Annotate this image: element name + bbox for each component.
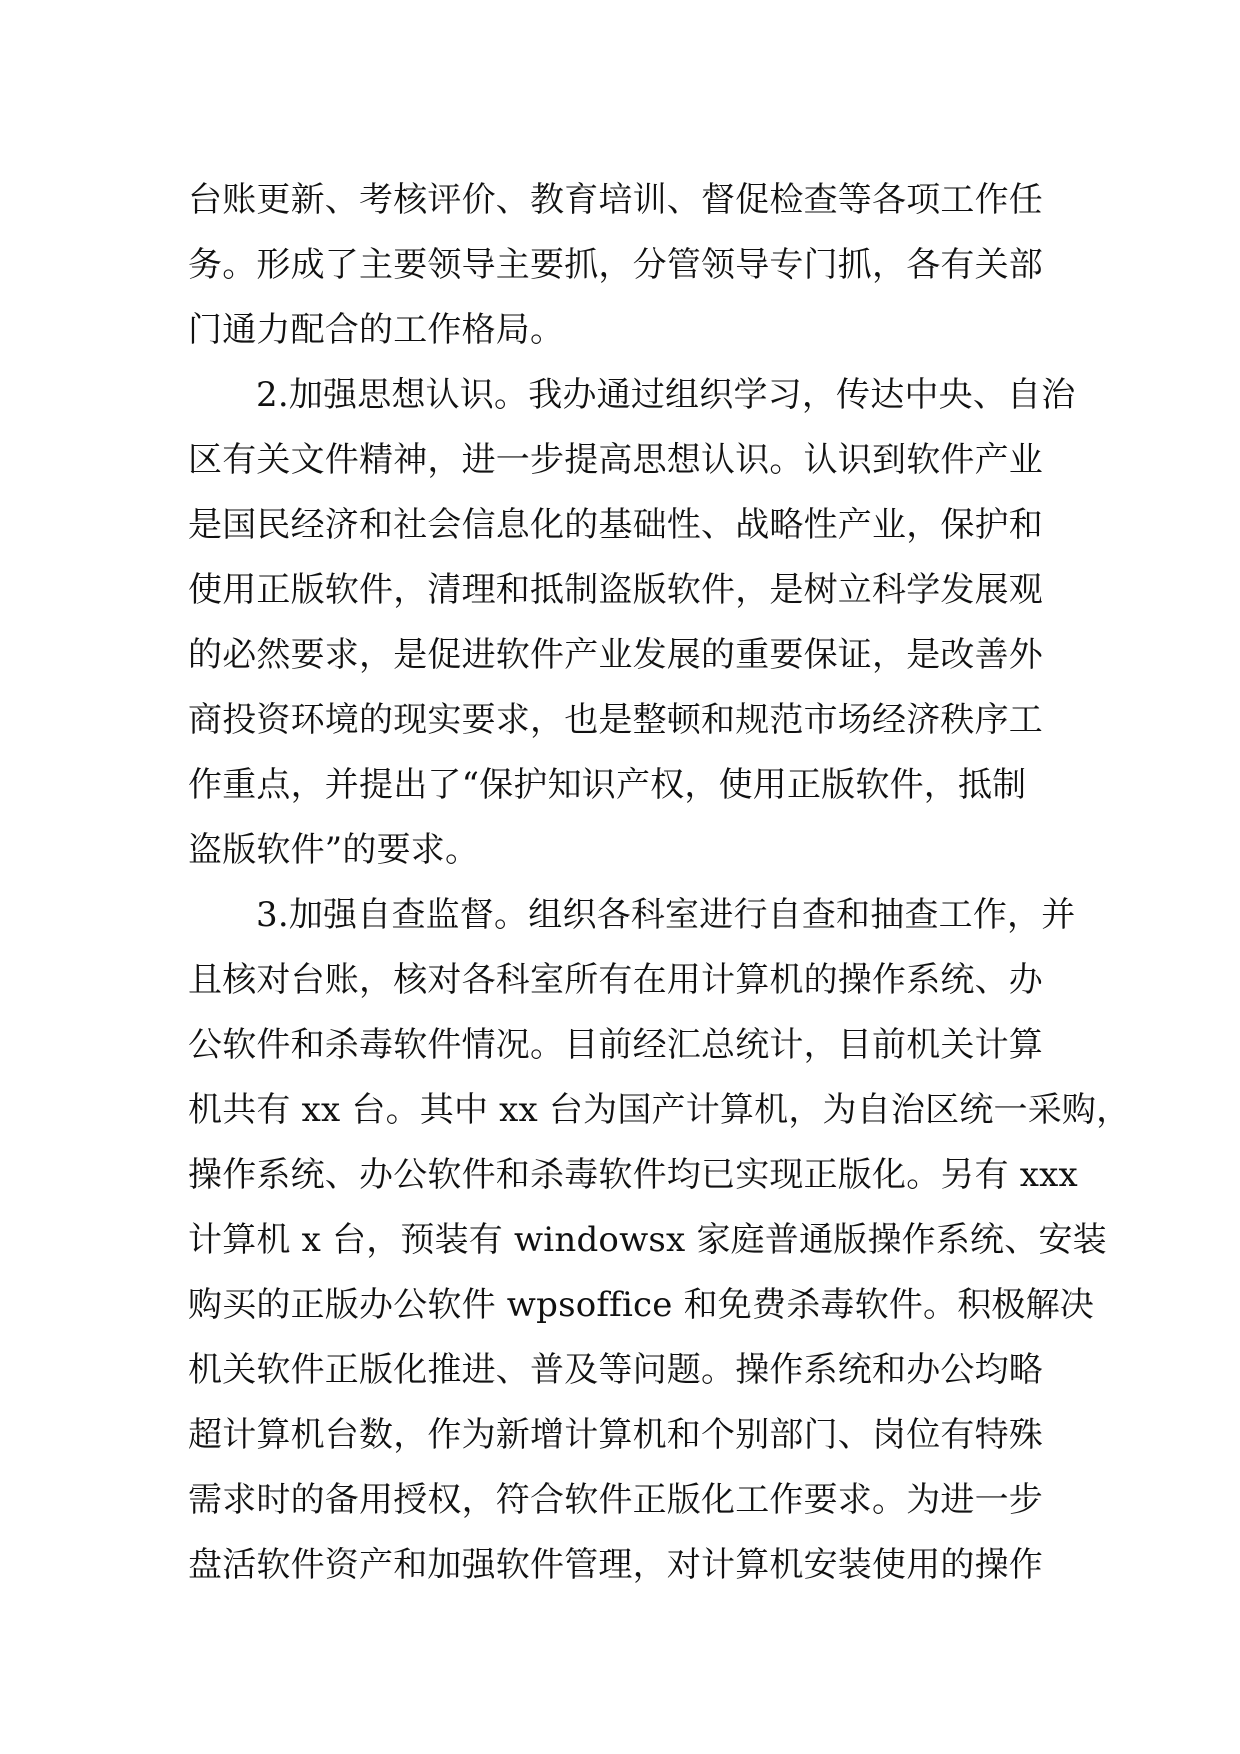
text-line: 操作系统、办公软件和杀毒软件均已实现正版化。另有 xxx [188, 1155, 1078, 1195]
text-line: 机关软件正版化推进、普及等问题。操作系统和办公均略 [188, 1350, 1043, 1390]
text-line: 是国民经济和社会信息化的基础性、战略性产业，保护和 [188, 505, 1043, 545]
text-line: 的必然要求，是促进软件产业发展的重要保证，是改善外 [188, 635, 1043, 675]
text-line: 公软件和杀毒软件情况。目前经汇总统计，目前机关计算 [188, 1025, 1043, 1065]
text-line: 购买的正版办公软件 wpsoffice 和免费杀毒软件。积极解决 [188, 1285, 1095, 1325]
text-line: 区有关文件精神，进一步提高思想认识。认识到软件产业 [188, 440, 1043, 480]
text-line: 且核对台账，核对各科室所有在用计算机的操作系统、办 [188, 960, 1043, 1000]
text-line: 台账更新、考核评价、教育培训、督促检查等各项工作任 [188, 180, 1043, 220]
text-line: 3.加强自查监督。组织各科室进行自查和抽查工作，并 [256, 895, 1076, 935]
text-line: 2.加强思想认识。我办通过组织学习，传达中央、自治 [256, 375, 1076, 415]
text-line: 商投资环境的现实要求，也是整顿和规范市场经济秩序工 [188, 700, 1043, 740]
text-line: 机共有 xx 台。其中 xx 台为国产计算机，为自治区统一采购， [188, 1090, 1131, 1130]
document-body [188, 168, 1131, 1598]
text-line: 计算机 x 台，预装有 windowsx 家庭普通版操作系统、安装 [188, 1220, 1107, 1260]
text-line: 盗版软件”的要求。 [188, 830, 480, 870]
text-line: 务。形成了主要领导主要抓，分管领导专门抓，各有关部 [188, 245, 1043, 285]
text-line: 使用正版软件，清理和抵制盗版软件，是树立科学发展观 [188, 570, 1043, 610]
text-line: 门通力配合的工作格局。 [188, 310, 565, 350]
text-line: 超计算机台数，作为新增计算机和个别部门、岗位有特殊 [188, 1415, 1043, 1455]
text-line: 作重点，并提出了“保护知识产权，使用正版软件，抵制 [188, 765, 1027, 805]
text-line: 盘活软件资产和加强软件管理，对计算机安装使用的操作 [188, 1545, 1043, 1585]
text-line: 需求时的备用授权，符合软件正版化工作要求。为进一步 [188, 1480, 1043, 1520]
